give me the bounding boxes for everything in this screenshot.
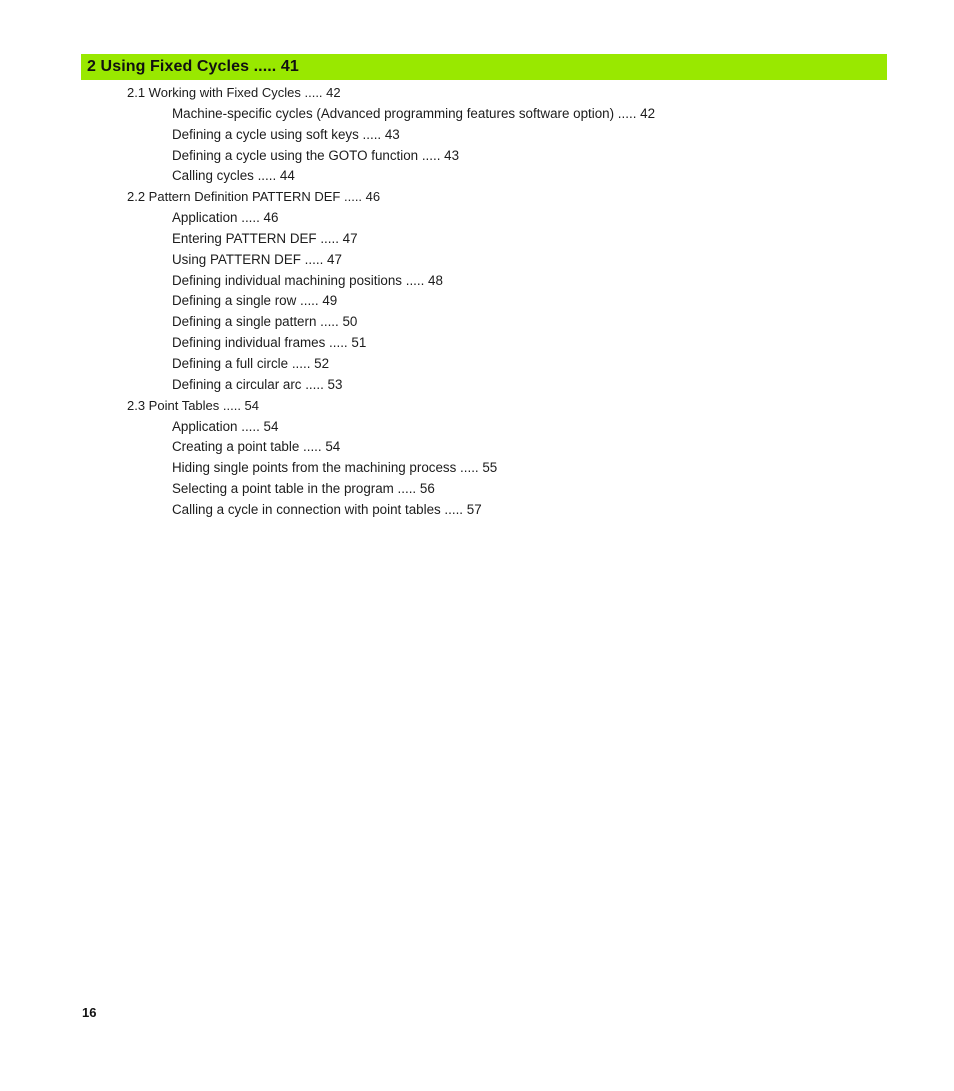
toc-entry[interactable]: Defining a single pattern ..... 50 bbox=[172, 314, 358, 330]
toc-entry[interactable]: Defining a full circle ..... 52 bbox=[172, 355, 330, 371]
chapter-title[interactable]: 2 Using Fixed Cycles ..... 41 bbox=[87, 58, 299, 75]
toc-entry[interactable]: Entering PATTERN DEF ..... 47 bbox=[172, 230, 358, 246]
toc-entry[interactable]: Calling cycles ..... 44 bbox=[172, 168, 295, 184]
toc-entry[interactable]: Defining individual frames ..... 51 bbox=[172, 335, 367, 351]
toc-entry[interactable]: Defining a circular arc ..... 53 bbox=[172, 376, 343, 392]
toc-entry[interactable]: Hiding single points from the machining process ..... 55 bbox=[172, 460, 498, 476]
toc-entry[interactable]: Using PATTERN DEF ..... 47 bbox=[172, 251, 342, 267]
chapter-heading-bar bbox=[81, 54, 887, 80]
page-number: 16 bbox=[82, 1005, 97, 1020]
toc-entry[interactable]: Machine-specific cycles (Advanced programming features software option) ..... 42 bbox=[172, 105, 656, 121]
toc-section-2-1[interactable]: 2.1 Working with Fixed Cycles ..... 42 bbox=[127, 85, 341, 100]
toc-section-2-2[interactable]: 2.2 Pattern Definition PATTERN DEF ..... 46 bbox=[127, 189, 381, 205]
toc-entry[interactable]: Application ..... 46 bbox=[172, 210, 279, 226]
toc-entry[interactable]: Defining a cycle using soft keys ..... 43 bbox=[172, 126, 400, 142]
toc-entry[interactable]: Calling a cycle in connection with point tables ..... 57 bbox=[172, 501, 482, 517]
toc-entry[interactable]: Selecting a point table in the program ..... 56 bbox=[172, 481, 435, 497]
toc-entry[interactable]: Defining individual machining positions ..... 48 bbox=[172, 272, 443, 288]
toc-entry[interactable]: Creating a point table ..... 54 bbox=[172, 439, 341, 455]
toc-entry[interactable]: Application ..... 54 bbox=[172, 418, 279, 434]
table-of-contents bbox=[0, 83, 954, 521]
toc-section-2-3[interactable]: 2.3 Point Tables ..... 54 bbox=[127, 397, 260, 413]
toc-entry[interactable]: Defining a single row ..... 49 bbox=[172, 293, 338, 309]
toc-entry[interactable]: Defining a cycle using the GOTO function ..... 43 bbox=[172, 147, 460, 163]
